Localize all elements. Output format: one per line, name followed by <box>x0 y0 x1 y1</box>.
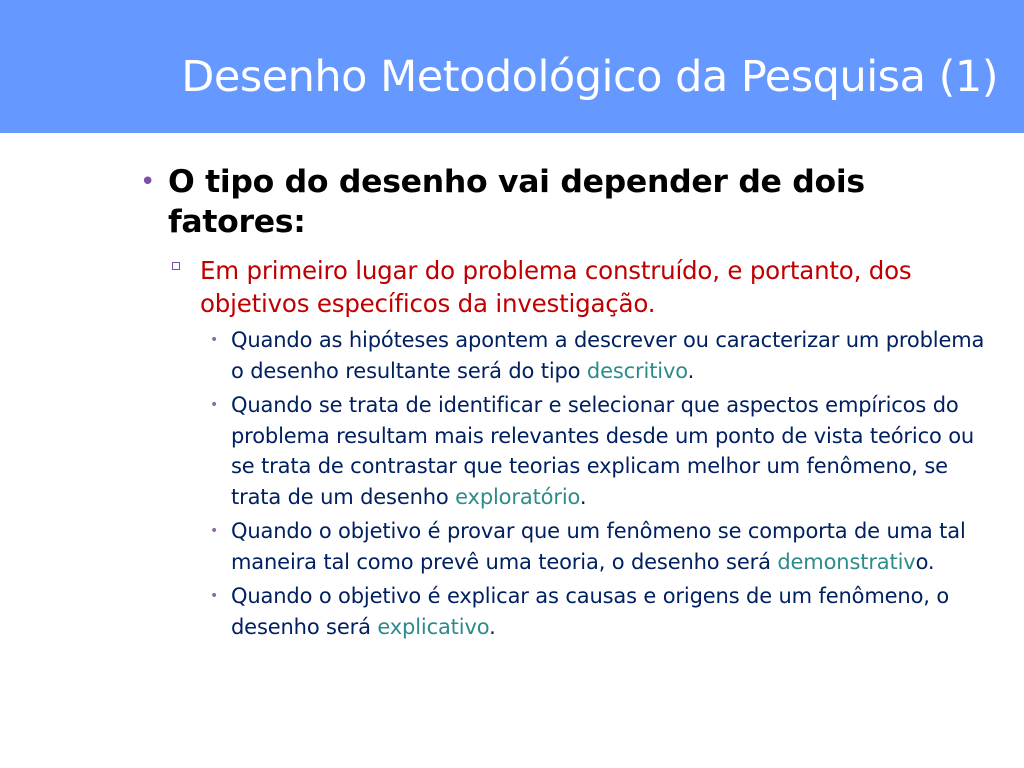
bullet-highlight: demonstrativ <box>777 549 916 574</box>
bullet-level3-list <box>200 325 990 642</box>
bullet-level3-item <box>200 581 990 642</box>
bullet-level3-item <box>200 390 990 512</box>
round-bullet-icon: • <box>140 167 156 197</box>
bullet-text: Quando o objetivo é provar que um fenômeno se comporta de uma tal maneira tal como prevê uma teoria, o desenho será <box>231 519 966 574</box>
dot-bullet-icon: • <box>210 397 219 413</box>
bullet-text-end: o. <box>915 549 935 574</box>
bullet-level1-text: O tipo do desenho vai depender de dois fatores: <box>168 164 865 240</box>
bullet-text: Quando o objetivo é explicar as causas e origens de um fenômeno, o desenho será <box>231 584 950 639</box>
bullet-text-end: . <box>489 614 496 639</box>
bullet-level3-item <box>200 516 990 577</box>
square-bullet-icon <box>172 262 180 270</box>
slide-title: Desenho Metodológico da Pesquisa (1) <box>181 52 998 102</box>
bullet-text-end: . <box>687 358 695 383</box>
bullet-highlight: explicativo <box>377 614 490 639</box>
bullet-level2 <box>168 254 990 320</box>
bullet-text: Quando as hipóteses apontem a descrever ou caracterizar um problema o desenho resultante será do tipo <box>231 328 985 383</box>
bullet-highlight: exploratório <box>455 484 580 509</box>
title-bar <box>0 0 1024 133</box>
bullet-level2-text: Em primeiro lugar do problema construído, e portanto, dos objetivos específicos da investigação. <box>200 256 912 318</box>
dot-bullet-icon: • <box>210 523 219 539</box>
dot-bullet-icon: • <box>210 332 219 348</box>
bullet-highlight: descritivo <box>586 358 688 383</box>
bullet-text-end: . <box>579 484 587 509</box>
slide-content <box>140 162 990 646</box>
bullet-level1 <box>140 162 990 242</box>
bullet-level3-item <box>200 325 990 386</box>
bullet-text: Quando se trata de identificar e selecionar que aspectos empíricos do problema resultam mais relevantes desde um ponto de vista teórico ou se trata de contrastar que teorias explicam melhor um fenômeno, se trata de um desenho <box>231 393 975 509</box>
dot-bullet-icon: • <box>210 588 219 604</box>
